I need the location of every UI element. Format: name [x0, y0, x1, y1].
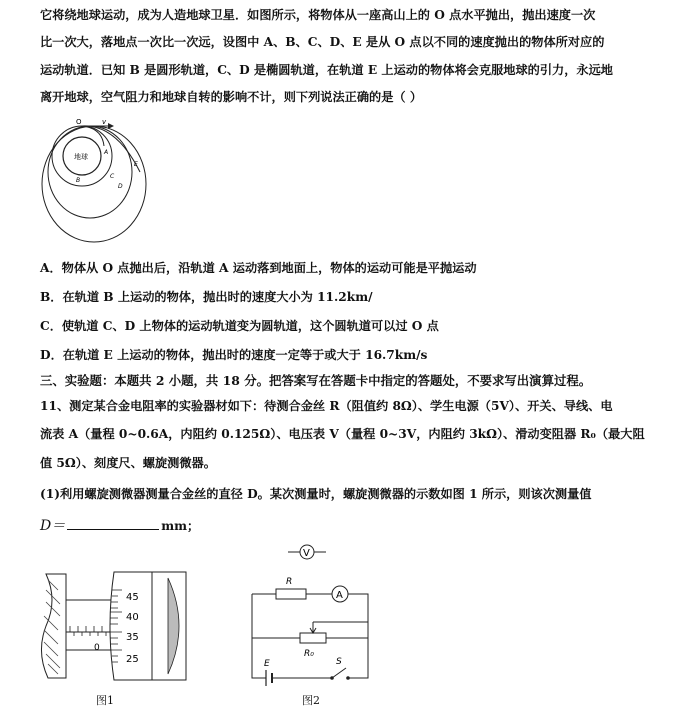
option-b: B．在轨道 B 上运动的物体，抛出时的速度大小为 11.2km/ [40, 290, 373, 304]
question-line-4: 离开地球，空气阻力和地球自转的影响不计，则下列说法正确的是（ ） [40, 90, 423, 104]
point-o-label: O [76, 118, 82, 126]
switch-contact [346, 676, 350, 680]
earth-label: 地球 [74, 153, 88, 161]
voltmeter-symbol: V [303, 548, 310, 559]
orbit-figure [36, 116, 156, 248]
rheostat-r0-label: R₀ [304, 649, 314, 659]
answer-prefix: D＝ [40, 518, 66, 534]
micrometer-figure [40, 560, 190, 690]
orbit-label-b: B [76, 177, 81, 184]
answer-blank[interactable] [67, 517, 159, 530]
option-a: A．物体从 O 点抛出后，沿轨道 A 运动落到地面上，物体的运动可能是平抛运动 [40, 261, 477, 275]
sleeve-zero: 0 [94, 643, 100, 653]
orbit-label-e: E [134, 161, 138, 168]
rheostat-r0 [300, 633, 326, 643]
question-line-2: 比一次大，落地点一次比一次远，设图中 A、B、C、D、E 是从 O 点以不同的速度抛出的物体所对应的 [40, 35, 605, 49]
ammeter-symbol: A [336, 590, 343, 601]
fig2-caption: 图2 [302, 694, 320, 707]
option-d: D．在轨道 E 上运动的物体，抛出时的速度一定等于或大于 16.7km/s [40, 348, 428, 362]
resistor-r [276, 589, 306, 599]
q11-line-2: 流表 A（量程 0~0.6A，内阻约 0.125Ω）、电压表 V（量程 0~3V，内阻约 3kΩ）、滑动变阻器 R₀（最大阻 [40, 427, 645, 441]
orbit-label-c: C [110, 173, 115, 180]
thimble-mark-45: 45 [126, 592, 139, 603]
switch-s-label: S [336, 657, 342, 667]
q11-line-1: 11、测定某合金电阻率的实验器材如下：待测合金丝 R（阻值约 8Ω）、学生电源（5V）、开关、导线、电 [40, 399, 613, 413]
question-line-3: 运动轨道．已知 B 是圆形轨道，C、D 是椭圆轨道，在轨道 E 上运动的物体将会克服地球的引力，永远地 [40, 63, 613, 77]
q11-line-3: 值 5Ω）、刻度尺、螺旋测微器。 [40, 456, 216, 470]
question-line-1: 它将绕地球运动，成为人造地球卫星．如图所示，将物体从一座高山上的 O 点水平抛出，抛出速度一次 [40, 8, 596, 22]
thimble-mark-35: 35 [126, 632, 139, 643]
velocity-arrowhead [108, 123, 114, 129]
q11-answer-line [40, 515, 199, 535]
answer-suffix: mm； [161, 519, 200, 533]
circuit-figure [240, 542, 390, 692]
orbit-label-a: A [104, 149, 109, 156]
point-v-label: v [102, 118, 107, 126]
thimble-mark-40: 40 [126, 612, 139, 623]
q11-part-1: (1)利用螺旋测微器测量合金丝的直径 D。某次测量时，螺旋测微器的示数如图 1 所示，则该次测量值 [40, 487, 592, 501]
battery-e-label: E [264, 659, 270, 669]
thimble-mark-25: 25 [126, 654, 139, 665]
switch-blade [332, 668, 346, 678]
fig1-caption: 图1 [96, 694, 114, 707]
resistor-r-label: R [286, 577, 293, 587]
micrometer-sleeve [66, 600, 114, 650]
rheostat-slider [310, 622, 368, 633]
option-c: C．使轨道 C、D 上物体的运动轨道变为圆轨道，这个圆轨道可以过 O 点 [40, 319, 439, 333]
orbit-label-d: D [118, 183, 123, 190]
section-heading: 三、实验题：本题共 2 小题，共 18 分。把答案写在答题卡中指定的答题处，不要求写出演算过程。 [40, 373, 592, 388]
